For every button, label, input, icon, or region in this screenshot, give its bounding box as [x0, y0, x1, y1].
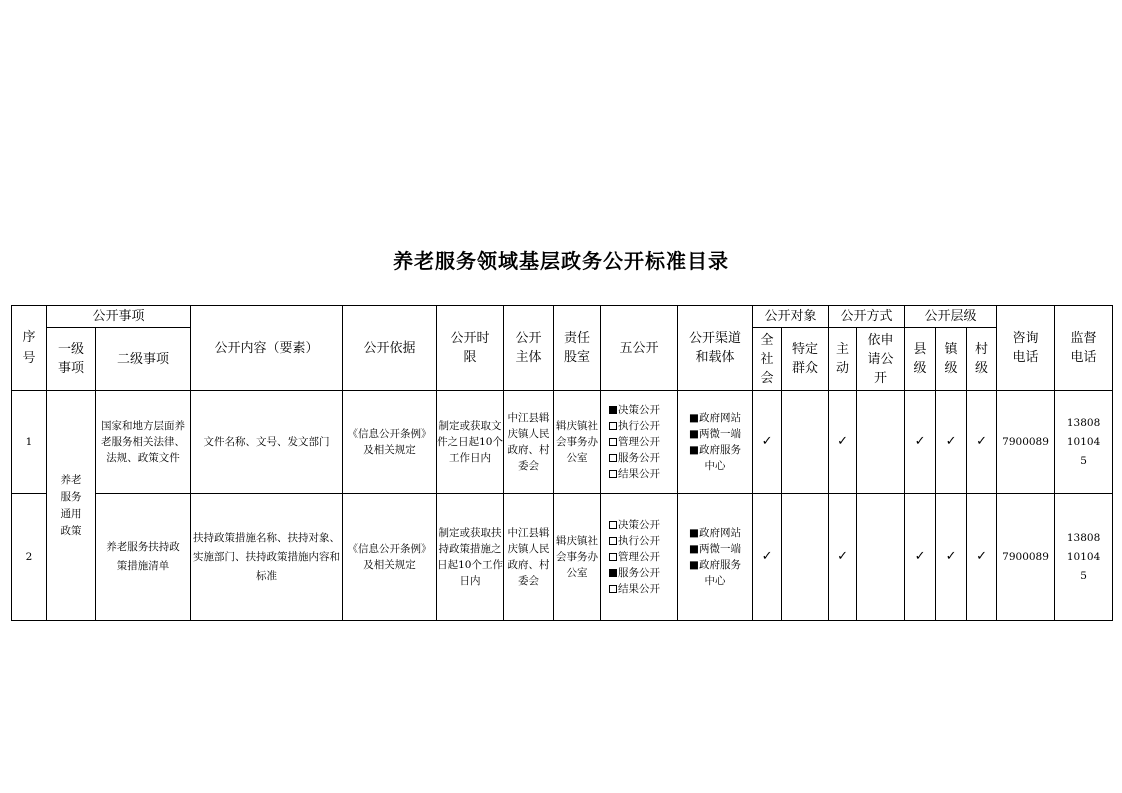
header-level2: 二级事项 — [96, 328, 191, 391]
row-level-village: ✓ — [967, 391, 997, 494]
header-basis: 公开依据 — [343, 306, 437, 391]
row-supervise-phone: 13808101045 — [1055, 391, 1113, 494]
row-basis: 《信息公开条例》及相关规定 — [343, 391, 437, 494]
table-row — [12, 494, 1113, 621]
checkbox-icon — [609, 521, 617, 529]
document-title: 养老服务领域基层政务公开标准目录 — [393, 249, 729, 273]
header-level: 公开层级 — [905, 306, 997, 328]
checkbox-icon — [609, 537, 617, 545]
row-supervise-phone: 13808101045 — [1055, 494, 1113, 621]
row-content: 文件名称、文号、发文部门 — [191, 391, 343, 494]
five-open-item — [609, 581, 677, 597]
row-five-open — [601, 494, 678, 621]
row-method-active: ✓ — [829, 494, 857, 621]
row-level-county: ✓ — [905, 391, 936, 494]
header-method-active: 主动 — [829, 328, 857, 391]
channel-item: ■政府网站 — [689, 412, 741, 424]
level1-item — [47, 391, 96, 621]
row-five-open — [601, 391, 678, 494]
header-channel: 公开渠道和载体 — [678, 306, 753, 391]
header-subject: 公开主体 — [504, 306, 554, 391]
row-consult-phone: 7900089 — [997, 494, 1055, 621]
row-content: 扶持政策措施名称、扶持对象、实施部门、扶持政策措施内容和标准 — [191, 494, 343, 621]
row-subject: 中江县辑庆镇人民政府、村委会 — [504, 494, 554, 621]
header-content: 公开内容（要素） — [191, 306, 343, 391]
five-open-item — [609, 517, 677, 533]
five-open-item — [609, 466, 677, 482]
row-time-limit: 制定或获取扶持政策措施之日起10个工作日内 — [437, 494, 504, 621]
row-target-specific — [782, 391, 829, 494]
checkbox-icon — [609, 422, 617, 430]
channel-item: ■政府网站 — [689, 527, 741, 539]
header-row-1 — [12, 306, 1113, 328]
row-office: 辑庆镇社会事务办公室 — [554, 391, 601, 494]
row-level-county: ✓ — [905, 494, 936, 621]
five-open-item — [609, 434, 677, 450]
checkbox-icon — [609, 454, 617, 462]
channel-item: ■政府服务中心 — [689, 559, 741, 587]
header-level-village: 村级 — [967, 328, 997, 391]
header-level-town: 镇级 — [936, 328, 967, 391]
row-consult-phone: 7900089 — [997, 391, 1055, 494]
five-open-label: 决策公开 — [618, 519, 661, 531]
header-method-request: 依申请公开 — [857, 328, 905, 391]
header-disclosure-items: 公开事项 — [47, 306, 191, 328]
five-open-label: 管理公开 — [618, 551, 661, 563]
header-level1: 一级事项 — [47, 328, 96, 391]
row-method-active: ✓ — [829, 391, 857, 494]
level1-item-text: 养老服务通用政策 — [60, 473, 82, 537]
table-row — [12, 391, 1113, 494]
row-subject: 中江县辑庆镇人民政府、村委会 — [504, 391, 554, 494]
header-target-all: 全社会 — [753, 328, 782, 391]
five-open-label: 决策公开 — [618, 404, 661, 416]
five-open-label: 执行公开 — [618, 535, 661, 547]
five-open-label: 结果公开 — [618, 468, 661, 480]
five-open-item — [609, 418, 677, 434]
five-open-label: 执行公开 — [618, 420, 661, 432]
channel-item: ■政府服务中心 — [689, 444, 741, 472]
row-target-all: ✓ — [753, 494, 782, 621]
five-open-item — [609, 549, 677, 565]
row-channels — [678, 391, 753, 494]
channel-item: ■两微一端 — [689, 543, 741, 555]
row-target-specific — [782, 494, 829, 621]
five-open-label: 服务公开 — [618, 567, 661, 579]
row-channels — [678, 494, 753, 621]
header-supervise-phone: 监督电话 — [1055, 306, 1113, 391]
header-seq: 序号 — [12, 306, 47, 391]
checkbox-icon — [609, 585, 617, 593]
checkbox-icon — [609, 438, 617, 446]
checkbox-icon — [609, 470, 617, 478]
catalog-table — [11, 305, 1113, 621]
five-open-item — [609, 402, 677, 418]
header-consult-phone: 咨询电话 — [997, 306, 1055, 391]
five-open-item — [609, 565, 677, 581]
row-level-village: ✓ — [967, 494, 997, 621]
row-office: 辑庆镇社会事务办公室 — [554, 494, 601, 621]
row-method-request — [857, 391, 905, 494]
header-five-open: 五公开 — [601, 306, 678, 391]
header-level-county: 县级 — [905, 328, 936, 391]
row-level-town: ✓ — [936, 494, 967, 621]
row-level2: 国家和地方层面养老服务相关法律、法规、政策文件 — [96, 391, 191, 494]
checkbox-icon — [609, 553, 617, 561]
header-target-specific: 特定群众 — [782, 328, 829, 391]
five-open-item — [609, 533, 677, 549]
row-level2: 养老服务扶持政策措施清单 — [96, 494, 191, 621]
row-basis: 《信息公开条例》及相关规定 — [343, 494, 437, 621]
row-target-all: ✓ — [753, 391, 782, 494]
header-target: 公开对象 — [753, 306, 829, 328]
header-time-limit: 公开时限 — [437, 306, 504, 391]
row-time-limit: 制定或获取文件之日起10个工作日内 — [437, 391, 504, 494]
row-seq: 1 — [12, 391, 47, 494]
checkbox-icon — [609, 406, 617, 414]
checkbox-icon — [609, 569, 617, 577]
row-method-request — [857, 494, 905, 621]
header-office: 责任股室 — [554, 306, 601, 391]
five-open-label: 服务公开 — [618, 452, 661, 464]
five-open-item — [609, 450, 677, 466]
row-seq: 2 — [12, 494, 47, 621]
header-method: 公开方式 — [829, 306, 905, 328]
channel-item: ■两微一端 — [689, 428, 741, 440]
row-level-town: ✓ — [936, 391, 967, 494]
five-open-label: 管理公开 — [618, 436, 661, 448]
five-open-label: 结果公开 — [618, 583, 661, 595]
